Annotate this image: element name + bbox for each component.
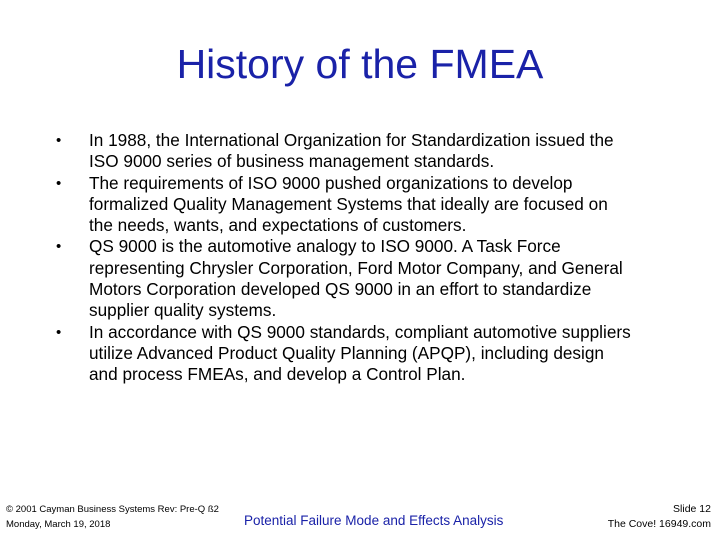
footer-date: Monday, March 19, 2018 <box>6 519 111 530</box>
bullet-item <box>56 322 666 386</box>
bullet-line: representing Chrysler Corporation, Ford Motor Company, and General <box>89 257 623 278</box>
bullet-line: Motors Corporation developed QS 9000 in an effort to standardize <box>89 279 592 300</box>
bullet-line: QS 9000 is the automotive analogy to ISO 9000. A Task Force <box>89 236 561 257</box>
slide-title: History of the FMEA <box>176 41 544 87</box>
bullet-icon: • <box>56 323 62 341</box>
footer-copyright-block <box>6 502 219 532</box>
bullet-line: supplier quality systems. <box>89 300 277 321</box>
bullet-icon: • <box>56 132 62 149</box>
footer-source: The Cove! 16949.com <box>607 518 711 530</box>
bullet-line: utilize Advanced Product Quality Planning (APQP), including design <box>89 342 604 363</box>
bullet-line: the needs, wants, and expectations of customers. <box>89 215 467 236</box>
footer-title: Potential Failure Mode and Effects Analysis <box>244 513 504 528</box>
copyright-text: © 2001 Cayman Business Systems Rev: Pre-Q ß2 <box>6 504 219 515</box>
bullet-item <box>56 130 666 173</box>
bullet-line: ISO 9000 series of business management standards. <box>89 151 495 172</box>
bullet-list <box>56 130 666 386</box>
bullet-line: formalized Quality Management Systems that ideally are focused on <box>89 193 608 214</box>
bullet-line: and process FMEAs, and develop a Control Plan. <box>89 364 466 385</box>
bullet-icon: • <box>56 174 62 192</box>
slide-number: Slide 12 <box>673 503 711 515</box>
bullet-icon: • <box>56 238 62 256</box>
bullet-item <box>56 236 666 321</box>
bullet-item <box>56 173 666 237</box>
bullet-line: The requirements of ISO 9000 pushed organizations to develop <box>89 172 573 193</box>
bullet-line: In 1988, the International Organization for Standardization issued the <box>89 130 614 150</box>
footer-slide-info <box>608 502 711 532</box>
bullet-line: In accordance with QS 9000 standards, compliant automotive suppliers <box>89 321 631 342</box>
